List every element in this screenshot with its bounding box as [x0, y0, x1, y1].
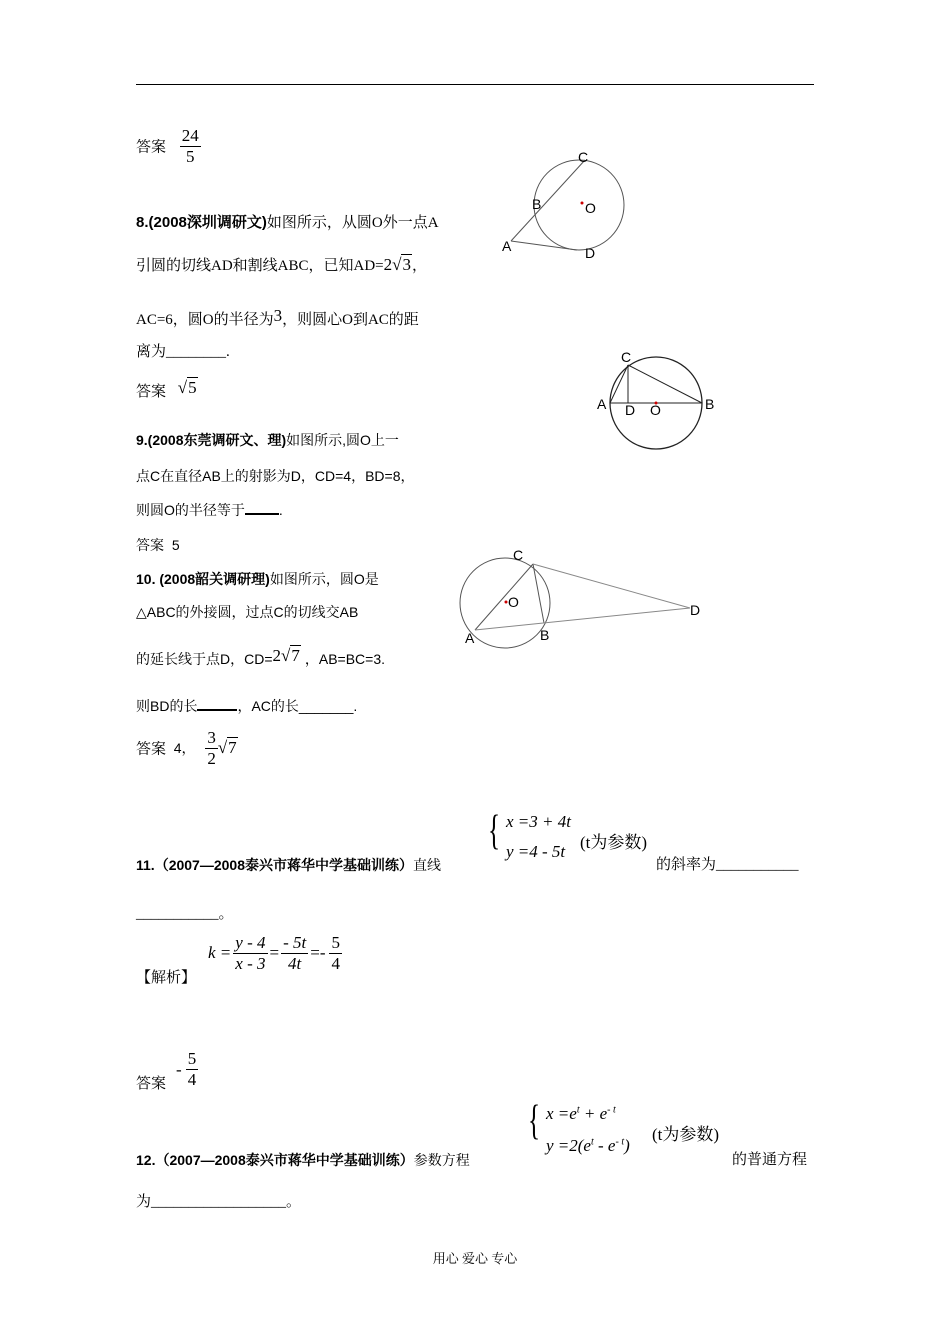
tangent-line — [511, 241, 577, 250]
q10-text: 则BD的长 — [136, 698, 198, 714]
q11-analysis-formula — [208, 933, 342, 973]
coef: 2 — [272, 646, 282, 665]
line-ABD — [475, 608, 690, 630]
q9-answer — [136, 535, 180, 555]
segment-CB — [628, 365, 702, 403]
equation-y — [546, 1136, 630, 1156]
q12-line2: 为__________________。 — [136, 1194, 302, 1210]
q8-line2 — [136, 254, 427, 275]
analysis-label: 【解析】 — [136, 970, 197, 986]
q8-text: AC=6，圆O的半径为 — [136, 312, 274, 328]
q9-line2: 点C在直径AB上的射影为D，CD=4，BD=8， — [136, 468, 415, 484]
radicand: 7 — [228, 738, 237, 758]
equation-x: x =3 + 4t — [506, 812, 571, 831]
q10-figure — [455, 545, 715, 650]
left-brace: { — [528, 1098, 541, 1144]
q8-line4: 离为________. — [136, 344, 230, 360]
q9-line1 — [136, 430, 399, 450]
q10-text: 的延长线于点D，CD= — [136, 651, 273, 667]
q7-answer — [136, 126, 201, 166]
q12-text-b: 的普通方程 — [732, 1152, 808, 1168]
q10-line2: △ABC的外接圆，过点C的切线交AB — [136, 604, 359, 620]
numerator: y - 4 — [235, 933, 266, 952]
sqrt-expr: 2√3 — [383, 255, 411, 274]
label-B: B — [532, 196, 542, 212]
label-A: A — [502, 238, 512, 254]
label-C: C — [621, 349, 632, 365]
exponent: - t — [615, 1136, 625, 1148]
label-D: D — [690, 602, 701, 618]
q9-source: 9.(2008东莞调研文、理) — [136, 432, 287, 448]
q11-source: 11.（2007—2008泰兴市蒋华中学基础训练） — [136, 857, 413, 873]
label-O: O — [585, 200, 596, 216]
radius-value: 3 — [273, 306, 283, 325]
q9-text: 则圆O的半径等于 — [136, 502, 245, 518]
denominator: x - 3 — [235, 953, 266, 973]
q10-line4 — [136, 696, 357, 716]
q11-line1 — [136, 855, 441, 875]
answer-fraction — [186, 1049, 199, 1089]
circle — [534, 160, 624, 250]
q11-answer — [136, 1046, 198, 1093]
radicand: 7 — [291, 646, 300, 665]
answer-label: 答案 — [136, 741, 167, 758]
q12-text: 参数方程 — [413, 1152, 470, 1168]
numerator: 3 — [207, 728, 216, 747]
eq-part: + e — [579, 1104, 608, 1123]
fraction-3 — [329, 933, 342, 973]
label-D: D — [625, 402, 636, 418]
radicand: 5 — [188, 378, 197, 397]
q11-line2: ___________。 — [136, 906, 234, 922]
exponent: - t — [607, 1104, 616, 1116]
q8-source: 8.(2008深圳调研文) — [136, 214, 267, 231]
answer-blank — [245, 513, 279, 515]
fraction-2 — [281, 933, 308, 973]
label-C: C — [513, 547, 524, 563]
answer-label: 答案 — [136, 139, 167, 156]
answer-sqrt: √7 — [217, 738, 237, 758]
denominator: 4 — [331, 953, 340, 973]
q9-text: 如图所示,圆O上一 — [286, 432, 399, 448]
denominator: 4 — [187, 1070, 197, 1089]
numerator: 5 — [331, 933, 340, 952]
header-rule — [136, 84, 814, 85]
q10-line1 — [136, 569, 379, 589]
tangent-CD — [533, 564, 690, 608]
q9-text: . — [278, 502, 283, 518]
answer-blank — [197, 709, 237, 711]
denominator: 5 — [186, 146, 195, 166]
numerator: 5 — [187, 1049, 197, 1069]
answer-label: 答案 — [136, 384, 167, 400]
eq-part: ) — [624, 1136, 630, 1155]
q9-line3 — [136, 500, 283, 520]
denominator: 2 — [207, 748, 216, 768]
numerator: - 5t — [283, 933, 307, 952]
q10-source: 10. (2008韶关调研理) — [136, 571, 270, 587]
sqrt-expr: 2√7 — [272, 646, 300, 665]
exponent: t — [590, 1136, 594, 1148]
label-D: D — [585, 245, 596, 261]
q11-slope-blank: 的斜率为___________ — [656, 857, 799, 873]
q10-text: ，AB=BC=3. — [304, 651, 386, 667]
denominator: 4t — [288, 953, 302, 973]
answer-label: 答案 — [136, 1076, 167, 1092]
center-point — [581, 202, 584, 205]
coef: 2 — [383, 255, 393, 274]
eq-part: - e — [593, 1136, 616, 1155]
answer-value: 4， — [173, 740, 196, 757]
eq-part: x =e — [546, 1104, 577, 1123]
left-brace: { — [488, 808, 501, 854]
minus-sign: - — [176, 1059, 182, 1079]
q10-text: ，AC的长_______. — [237, 698, 358, 714]
segment-CA — [610, 365, 628, 403]
equals-minus: =- — [310, 943, 326, 963]
answer-sqrt: √5 — [177, 378, 197, 397]
eq-part: y =2(e — [546, 1136, 591, 1155]
segment-AC — [475, 564, 533, 630]
label-C: C — [578, 149, 589, 165]
q8-line3 — [136, 306, 419, 329]
q9-figure — [592, 346, 722, 451]
q10-answer — [136, 728, 238, 768]
q12-line1 — [136, 1150, 470, 1170]
answer-fraction — [180, 126, 201, 166]
q10-text: 如图所示，圆O是 — [269, 571, 379, 587]
numerator: 24 — [181, 126, 199, 145]
k-symbol: k = — [208, 943, 232, 963]
q12-source: 12.（2007—2008泰兴市蒋华中学基础训练） — [136, 1152, 414, 1168]
q8-text: 如图所示，从圆O外一点A — [266, 215, 439, 231]
radicand: 3 — [402, 255, 411, 274]
answer-value: 5 — [171, 537, 180, 553]
q8-line1 — [136, 211, 439, 232]
q10-line3 — [136, 646, 385, 669]
page-footer: 用心 爱心 专心 — [432, 1251, 518, 1266]
label-O: O — [650, 402, 661, 418]
q8-figure — [495, 148, 635, 263]
label-B: B — [540, 627, 550, 643]
answer-label: 答案 — [136, 537, 164, 553]
equation-y: y =4 - 5t — [506, 842, 566, 861]
label-O: O — [508, 594, 519, 610]
parameter-note: (t为参数) — [580, 833, 648, 852]
q8-text: 引圆的切线AD和割线ABC，已知AD= — [136, 258, 384, 274]
equals: = — [269, 943, 280, 963]
q8-text: ，则圆心O到AC的距 — [282, 312, 419, 328]
equation-x — [546, 1104, 616, 1124]
label-B: B — [705, 396, 715, 412]
q11-text: 直线 — [412, 857, 441, 873]
answer-fraction — [205, 728, 218, 768]
label-A: A — [597, 396, 607, 412]
label-A: A — [465, 630, 475, 646]
q8-answer — [136, 378, 198, 401]
exponent: t — [576, 1104, 580, 1116]
parameter-note: (t为参数) — [652, 1125, 720, 1144]
fraction-1 — [233, 933, 267, 973]
q8-text: ， — [411, 258, 427, 274]
